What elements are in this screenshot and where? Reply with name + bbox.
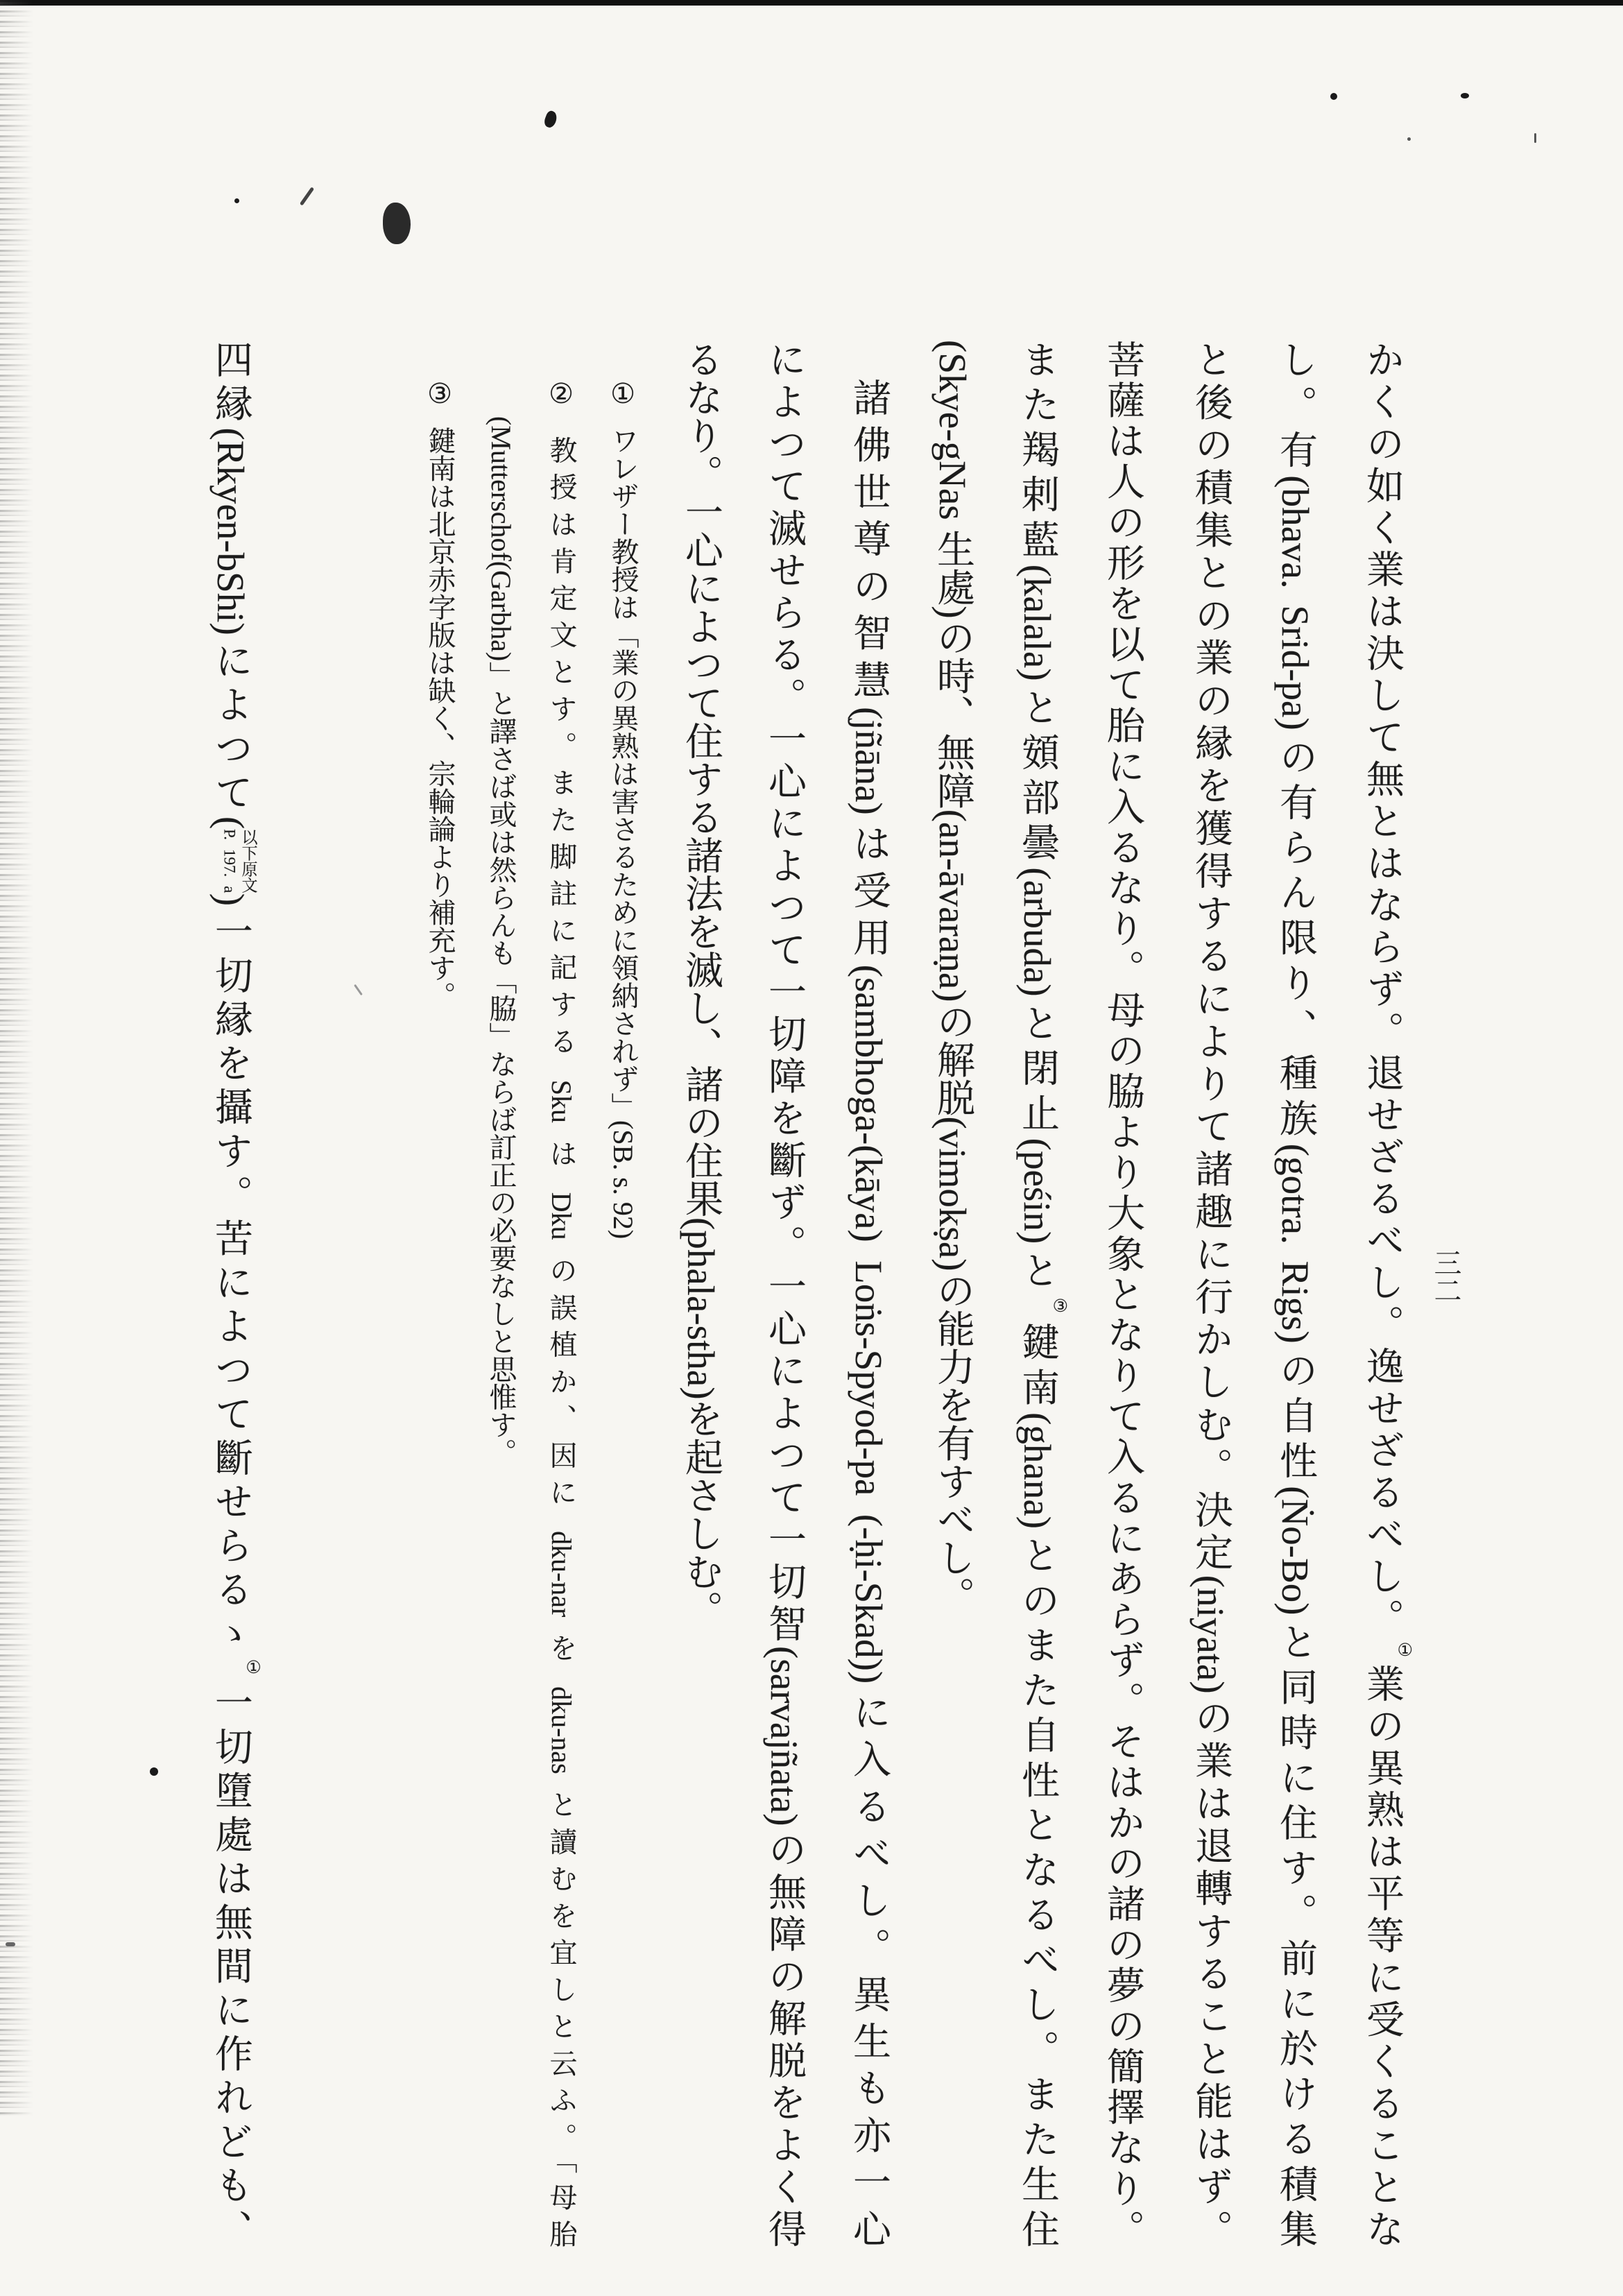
scan-speck bbox=[234, 198, 239, 203]
body-column-3: と後の積集との業の縁を獲得するによりて諸趣に行かしむ。決定(niyata)の業は退轉すること能はず。 bbox=[1190, 340, 1232, 2247]
footnote-mark: ② bbox=[546, 378, 577, 420]
body-column-6: (Skye-gNas 生處)の時、無障(an-āvaraṇa)の解脱(vimokṣa)の能力を有すべし。 bbox=[931, 340, 974, 1615]
body-column-4: 菩薩は人の形を以て胎に入るなり。母の脇より大象となりて入るにあらず。そはかの諸の夢の簡擇なり。 bbox=[1101, 340, 1144, 2247]
note-mark: ① bbox=[243, 1657, 262, 1684]
body-text: かくの如く業は決して無とはならず。退せざるべし。逸せざるべし。 bbox=[1361, 340, 1403, 1640]
footnote-text: 教授は肯定文とす。また脚註に記する Sku は Dku の誤植か、因に dku-nar を dku-nas と讀むを宜しと云ふ。「母胎 bbox=[546, 436, 577, 2248]
scan-speck bbox=[1407, 137, 1411, 141]
inline-note-line: P. 197. a bbox=[221, 829, 239, 893]
scan-speck bbox=[1461, 93, 1469, 98]
scan-speck bbox=[542, 110, 558, 129]
body-text: )一切縁を攝す。苦によつて斷せらるゝ bbox=[209, 893, 252, 1658]
scan-speck bbox=[354, 984, 363, 995]
footnote-2-continuation: (Mutterschof(Garbha)」と譯さば或は然らんも「脇」ならば訂正の必要なしと思惟す。 bbox=[486, 416, 517, 1466]
footnote-2 bbox=[544, 378, 578, 2247]
body-column-2: し。有(bhava. Srid-pa)の有らん限り、種族(gotra. Rigs)の自性(Ṅo-Bo)と同時に住す。前に於ける積集 bbox=[1274, 340, 1316, 2247]
body-column-5 bbox=[1014, 340, 1070, 2247]
page-number: 三二 bbox=[1430, 1249, 1461, 1304]
footnote-text: ワレザー教授は「業の異熟は害さるために領納されず」(SB. s. 92) bbox=[608, 427, 639, 1240]
inline-note-line: 以下原文 bbox=[239, 829, 257, 893]
scan-speck bbox=[1330, 93, 1337, 100]
note-mark: ③ bbox=[1050, 1295, 1070, 1323]
inline-source-note bbox=[221, 829, 257, 893]
scan-speck bbox=[300, 187, 314, 205]
footnote-text: 鍵南は北京赤字版は缺く、宗輪論より補充す。 bbox=[424, 427, 456, 1009]
note-mark: ① bbox=[1395, 1640, 1414, 1664]
scan-left-edge-noise bbox=[0, 0, 33, 2116]
footnote-mark: ③ bbox=[424, 378, 456, 410]
body-column-7: 諸佛世尊の智慧(jñāna)は受用(sambhoga-(kāya) Loṅs-Spyod-pa (-ḥi-Skad))に入るべし。異生も亦一心 bbox=[848, 378, 890, 2247]
body-column-9: るなり。一心によつて住する諸法を滅し、諸の住果(phala-stha)を起さしむ。 bbox=[680, 340, 722, 1629]
body-text: 業の異熟は平等に受くることな bbox=[1361, 1663, 1403, 2248]
body-text: 鍵南(ghana)とのまた自性となるべし。また生住 bbox=[1016, 1322, 1058, 2247]
scan-speck bbox=[6, 1942, 15, 1946]
footnote-1 bbox=[606, 378, 639, 2247]
scan-top-edge bbox=[0, 0, 1623, 6]
body-text: また羯剌藍(kalala)と頞部曇(arbuda)と閉止(peśin)と bbox=[1016, 340, 1058, 1296]
scan-ink-blot bbox=[383, 203, 411, 244]
body-column-10 bbox=[209, 340, 262, 2248]
footnote-3 bbox=[423, 378, 456, 2247]
body-text: 一切墮處は無間に作れども、 bbox=[209, 1683, 252, 2248]
footnote-mark: ① bbox=[608, 378, 639, 410]
body-text: 四縁(Rkyen-bShi)によつて( bbox=[209, 340, 252, 830]
scan-speck bbox=[150, 1767, 158, 1776]
body-column-8: によつて滅せらる。一心によつて一切障を斷ず。一心によつて一切智(sarvajñata)の無障の解脱をよく得 bbox=[763, 340, 805, 2247]
scan-speck bbox=[1534, 133, 1536, 143]
body-column-1 bbox=[1359, 340, 1414, 2248]
